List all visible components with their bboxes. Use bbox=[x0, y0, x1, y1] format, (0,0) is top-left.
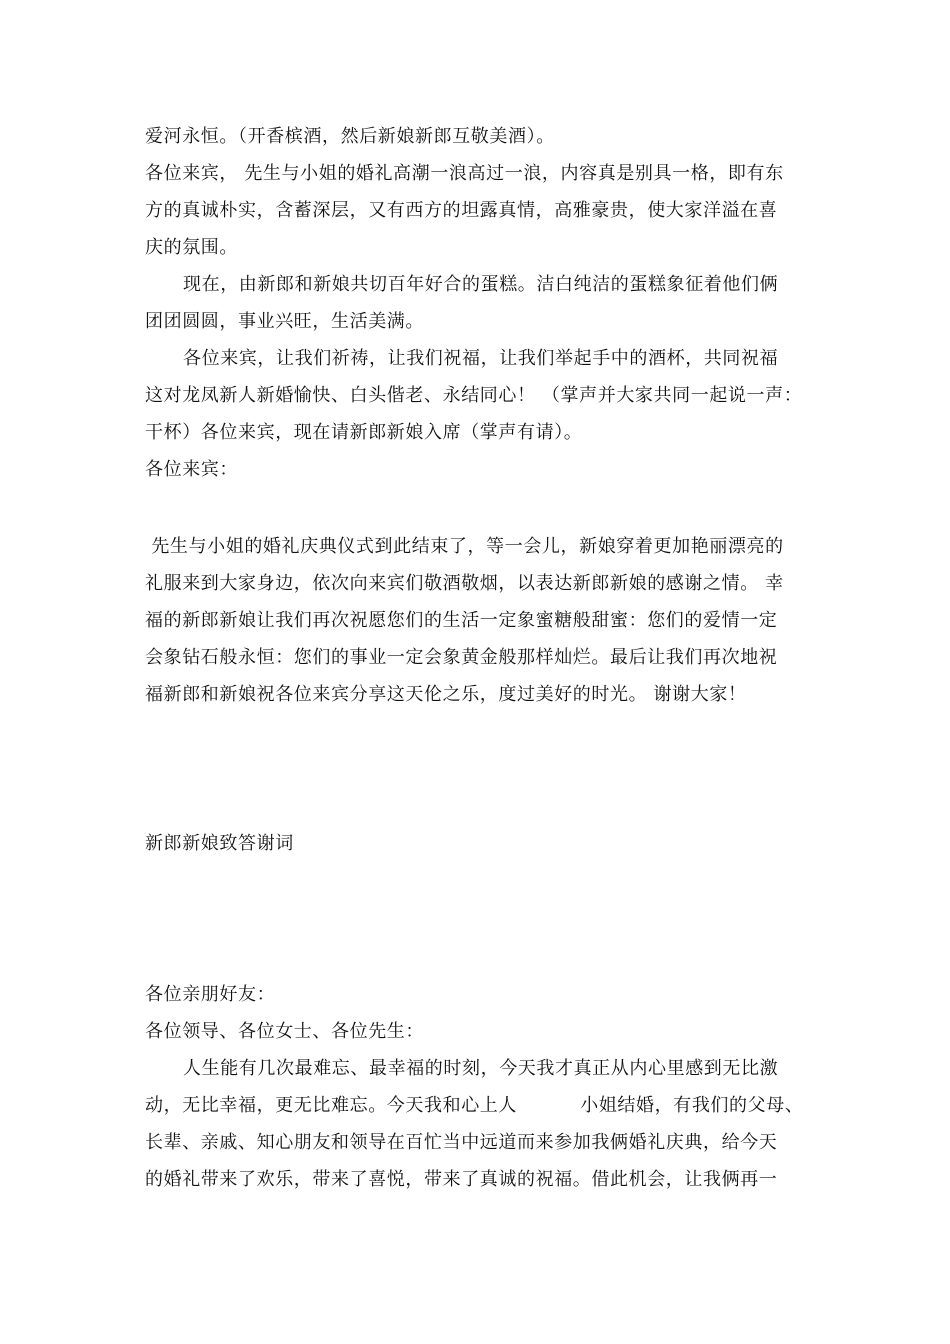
paragraph-line: 这对龙凤新人新婚愉快、白头偕老、永结同心！ （掌声并大家共同一起说一声： bbox=[145, 385, 803, 406]
paragraph-line: 庆的氛围。 bbox=[145, 237, 238, 258]
paragraph-line: 各位来宾， 先生与小姐的婚礼高潮一浪高过一浪，内容真是别具一格，即有东 bbox=[145, 163, 784, 184]
paragraph-line: 福新郎和新娘祝各位来宾分享这天伦之乐，度过美好的时光。 谢谢大家！ bbox=[145, 684, 747, 705]
salutation: 各位领导、各位女士、各位先生： bbox=[145, 1021, 424, 1042]
paragraph-line: 人生能有几次最难忘、最幸福的时刻，今天我才真正从内心里感到无比激 bbox=[183, 1058, 779, 1079]
paragraph-line: 动，无比幸福，更无比难忘。今天我和心上人 小姐结婚，有我们的父母、 bbox=[145, 1095, 804, 1116]
section-title: 新郎新娘致答谢词 bbox=[145, 833, 294, 854]
paragraph-line: 礼服来到大家身边，依次向来宾们敬酒敬烟，以表达新郎新娘的感谢之情。 幸 bbox=[145, 573, 784, 594]
salutation: 各位来宾： bbox=[145, 459, 238, 480]
paragraph-line: 先生与小姐的婚礼庆典仪式到此结束了，等一会儿，新娘穿着更加艳丽漂亮的 bbox=[145, 536, 784, 557]
paragraph-line: 各位来宾，让我们祈祷，让我们祝福，让我们举起手中的酒杯，共同祝福 bbox=[183, 348, 779, 369]
paragraph-line: 爱河永恒。（开香槟酒，然后新娘新郎互敬美酒）。 bbox=[145, 126, 555, 147]
paragraph-line: 方的真诚朴实，含蓄深层，又有西方的坦露真情，高雅豪贵，使大家洋溢在喜 bbox=[145, 200, 778, 221]
paragraph-line: 现在，由新郎和新娘共切百年好合的蛋糕。洁白纯洁的蛋糕象征着他们俩 bbox=[183, 274, 779, 295]
paragraph-line: 福的新郎新娘让我们再次祝愿您们的生活一定象蜜糖般甜蜜：您们的爱情一定 bbox=[145, 610, 778, 631]
paragraph-line: 干杯）各位来宾，现在请新郎新娘入席（掌声有请）。 bbox=[145, 422, 583, 443]
paragraph-line: 的婚礼带来了欢乐，带来了喜悦，带来了真诚的祝福。借此机会，让我俩再一 bbox=[145, 1169, 778, 1190]
paragraph-line: 长辈、亲戚、知心朋友和领导在百忙当中远道而来参加我俩婚礼庆典，给今天 bbox=[145, 1132, 778, 1153]
paragraph-line: 会象钻石般永恒：您们的事业一定会象黄金般那样灿烂。最后让我们再次地祝 bbox=[145, 647, 778, 668]
salutation: 各位亲朋好友： bbox=[145, 984, 276, 1005]
paragraph-line: 团团圆圆，事业兴旺，生活美满。 bbox=[145, 311, 424, 332]
